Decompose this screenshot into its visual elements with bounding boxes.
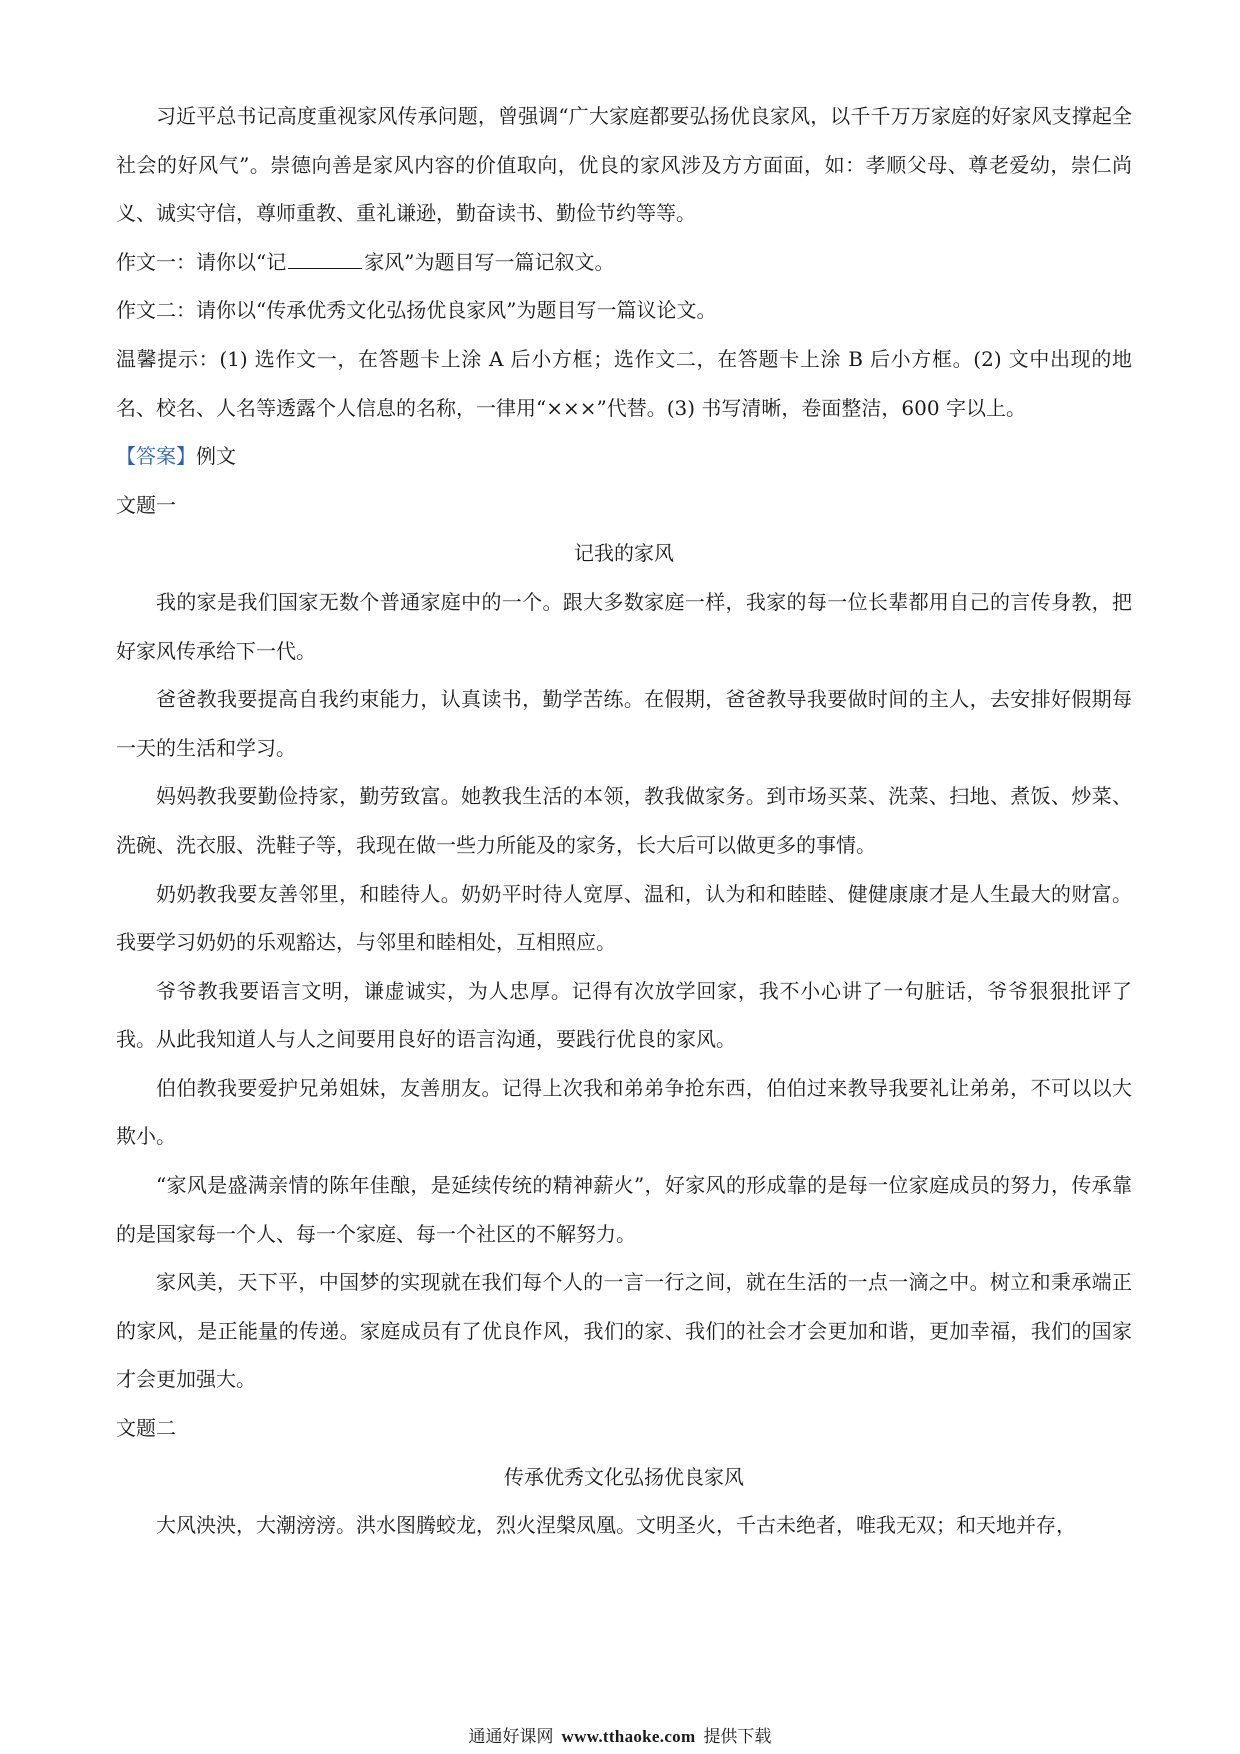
essay-one-paragraph: 爷爷教我要语言文明，谦虚诚实，为人忠厚。记得有次放学回家，我不小心讲了一句脏话，爷爷狠狠批评了我。从此我知道人与人之间要用良好的语言沟通，要践行优良的家风。 xyxy=(116,978,1132,1052)
page-footer xyxy=(0,1722,1240,1747)
tips: 温馨提示：(1) 选作文一，在答题卡上涂 A 后小方框；选作文二，在答题卡上涂 B 后小方框。(2) 文中出现的地名、校名、人名等透露个人信息的名称，一律用“×××”代替。(3) 书写清晰，卷面整洁，600 字以上。 xyxy=(116,346,1132,420)
footer-suffix: 提供下载 xyxy=(703,1727,772,1747)
page-content xyxy=(116,92,1132,1550)
topic-one xyxy=(116,238,1132,287)
prompt-intro: 习近平总书记高度重视家风传承问题，曾强调“广大家庭都要弘扬优良家风，以千千万万家庭的好家风支撑起全社会的好风气”。崇德向善是家风内容的价值取向，优良的家风涉及方方面面，如：孝顺父母、尊老爱幼，崇仁尚义、诚实守信，尊师重教、重礼谦逊，勤奋读书、勤俭节约等等。 xyxy=(116,104,1132,226)
essay-one-paragraph: 我的家是我们国家无数个普通家庭中的一个。跟大多数家庭一样，我家的每一位长辈都用自己的言传身教，把好家风传承给下一代。 xyxy=(116,589,1132,663)
essay-one-title: 记我的家风 xyxy=(574,541,674,566)
essay-one-heading: 文题一 xyxy=(116,492,176,517)
essay-one-paragraph: 爸爸教我要提高自我约束能力，认真读书，勤学苦练。在假期，爸爸教导我要做时间的主人，去安排好假期每一天的生活和学习。 xyxy=(116,687,1132,760)
essay-two-title: 传承优秀文化弘扬优良家风 xyxy=(504,1464,744,1489)
topic-one-prefix: 作文一：请你以“记 xyxy=(116,249,287,274)
answer-label: 例文 xyxy=(196,444,236,469)
essay-one-paragraph: 妈妈教我要勤俭持家，勤劳致富。她教我生活的本领，教我做家务。到市场买菜、洗菜、扫地、煮饭、炒菜、洗碗、洗衣服、洗鞋子等，我现在做一些力所能及的家务，长大后可以做更多的事情。 xyxy=(116,784,1132,857)
footer-url[interactable]: www.tthaoke.com xyxy=(561,1727,696,1746)
footer-site-name: 通通好课网 xyxy=(468,1727,554,1747)
answer-tag: 【答案】 xyxy=(116,444,196,469)
essay-one-paragraph: 伯伯教我要爱护兄弟姐妹，友善朋友。记得上次我和弟弟争抢东西，伯伯过来教导我要礼让弟弟，不可以以大欺小。 xyxy=(116,1075,1132,1149)
essay-one-paragraph: 家风美，天下平，中国梦的实现就在我们每个人的一言一行之间，就在生活的一点一滴之中。树立和秉承端正的家风，是正能量的传递。家庭成员有了优良作风，我们的家、我们的社会才会更加和谐，更加幸福，我们的国家才会更加强大。 xyxy=(116,1270,1132,1392)
essay-one-paragraph: “家风是盛满亲情的陈年佳酿，是延续传统的精神薪火”，好家风的形成靠的是每一位家庭成员的努力，传承靠的是国家每一个人、每一个家庭、每一个社区的不解努力。 xyxy=(116,1173,1132,1246)
answer-line xyxy=(116,432,1132,481)
essay-two-paragraph: 大风泱泱，大潮滂滂。洪水图腾蛟龙，烈火涅槃凤凰。文明圣火，千古未绝者，唯我无双；和天地并存， xyxy=(156,1513,1076,1538)
topic-two: 作文二：请你以“传承优秀文化弘扬优良家风”为题目写一篇议论文。 xyxy=(116,298,717,323)
topic-one-suffix: 家风”为题目写一篇记叙文。 xyxy=(364,249,615,274)
essay-two-heading: 文题二 xyxy=(116,1416,176,1441)
essay-one-paragraph: 奶奶教我要友善邻里，和睦待人。奶奶平时待人宽厚、温和，认为和和睦睦、健健康康才是人生最大的财富。我要学习奶奶的乐观豁达，与邻里和睦相处，互相照应。 xyxy=(116,881,1132,955)
fill-in-blank xyxy=(288,250,362,269)
